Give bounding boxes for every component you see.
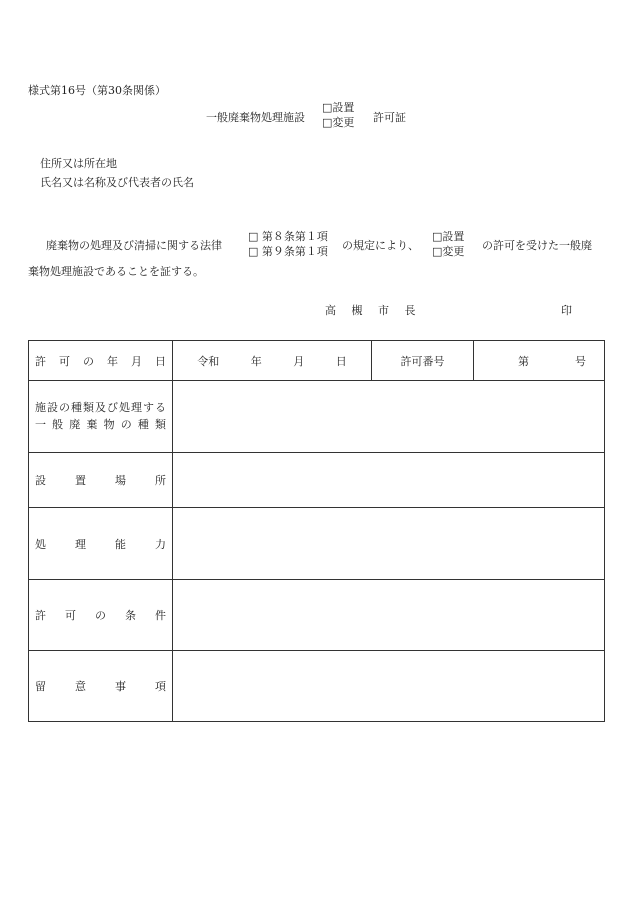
number-prefix: 第 [518,354,529,368]
row-notes [29,651,605,722]
row-conditions [29,580,605,651]
issuer-name: 高 槻 市 長 [325,304,422,317]
facility-type-label: 施 設 の 種 類 及 び 処 理 す る 一 般 廃 棄 物 の 種 類 [29,381,173,453]
certificate-table [28,340,605,722]
day-label: 日 [335,354,347,368]
year-label: 年 [250,354,262,368]
row-capacity [29,508,605,580]
capacity-label: 処 理 能 力 [29,508,173,580]
title-suffix: 許可証 [373,111,406,124]
row-location [29,453,605,508]
permit-number-value [474,341,605,381]
permit-number-label: 許可番号 [372,341,474,381]
month-label: 月 [293,354,305,368]
statement-option-install: □設置 [432,230,465,243]
title-option-install: □設置 [322,101,355,114]
statement-options [432,230,464,260]
statement-law: 廃棄物の処理及び清掃に関する法律 [46,239,222,252]
row-facility-type [29,381,605,453]
number-suffix: 号 [575,354,586,368]
conditions-label: 許 可 の 条 件 [29,580,173,651]
permit-date-label: 許 可 の 年 月 日 [29,341,173,381]
statement-line2: 棄物処理施設であることを証する。 [28,265,204,278]
notes-value [173,651,605,722]
capacity-value [173,508,605,580]
statement-permit: の許可を受けた一般廃 [482,239,592,252]
statement-option-change: □変更 [432,244,465,258]
permit-date-value [173,341,372,381]
title-prefix: 一般廃棄物処理施設 [206,111,305,124]
facility-type-value [173,381,605,453]
form-number: 様式第16号（第30条関係） [28,84,166,97]
article-8: □ 第８条第１項 [248,230,328,243]
notes-label: 留 意 事 項 [29,651,173,722]
location-value [173,453,605,508]
seal-mark: 印 [561,304,572,317]
row-permit-date [29,341,605,381]
article-9: □ 第９条第１項 [248,244,328,258]
conditions-value [173,580,605,651]
title-option-change: □変更 [322,115,355,129]
title-options [322,101,354,131]
era-label: 令和 [197,354,220,368]
statement-articles [248,230,328,260]
location-label: 設 置 場 所 [29,453,173,508]
name-label: 氏名又は名称及び代表者の氏名 [40,176,194,189]
statement-rule: の規定により、 [342,239,419,252]
address-label: 住所又は所在地 [40,157,117,170]
